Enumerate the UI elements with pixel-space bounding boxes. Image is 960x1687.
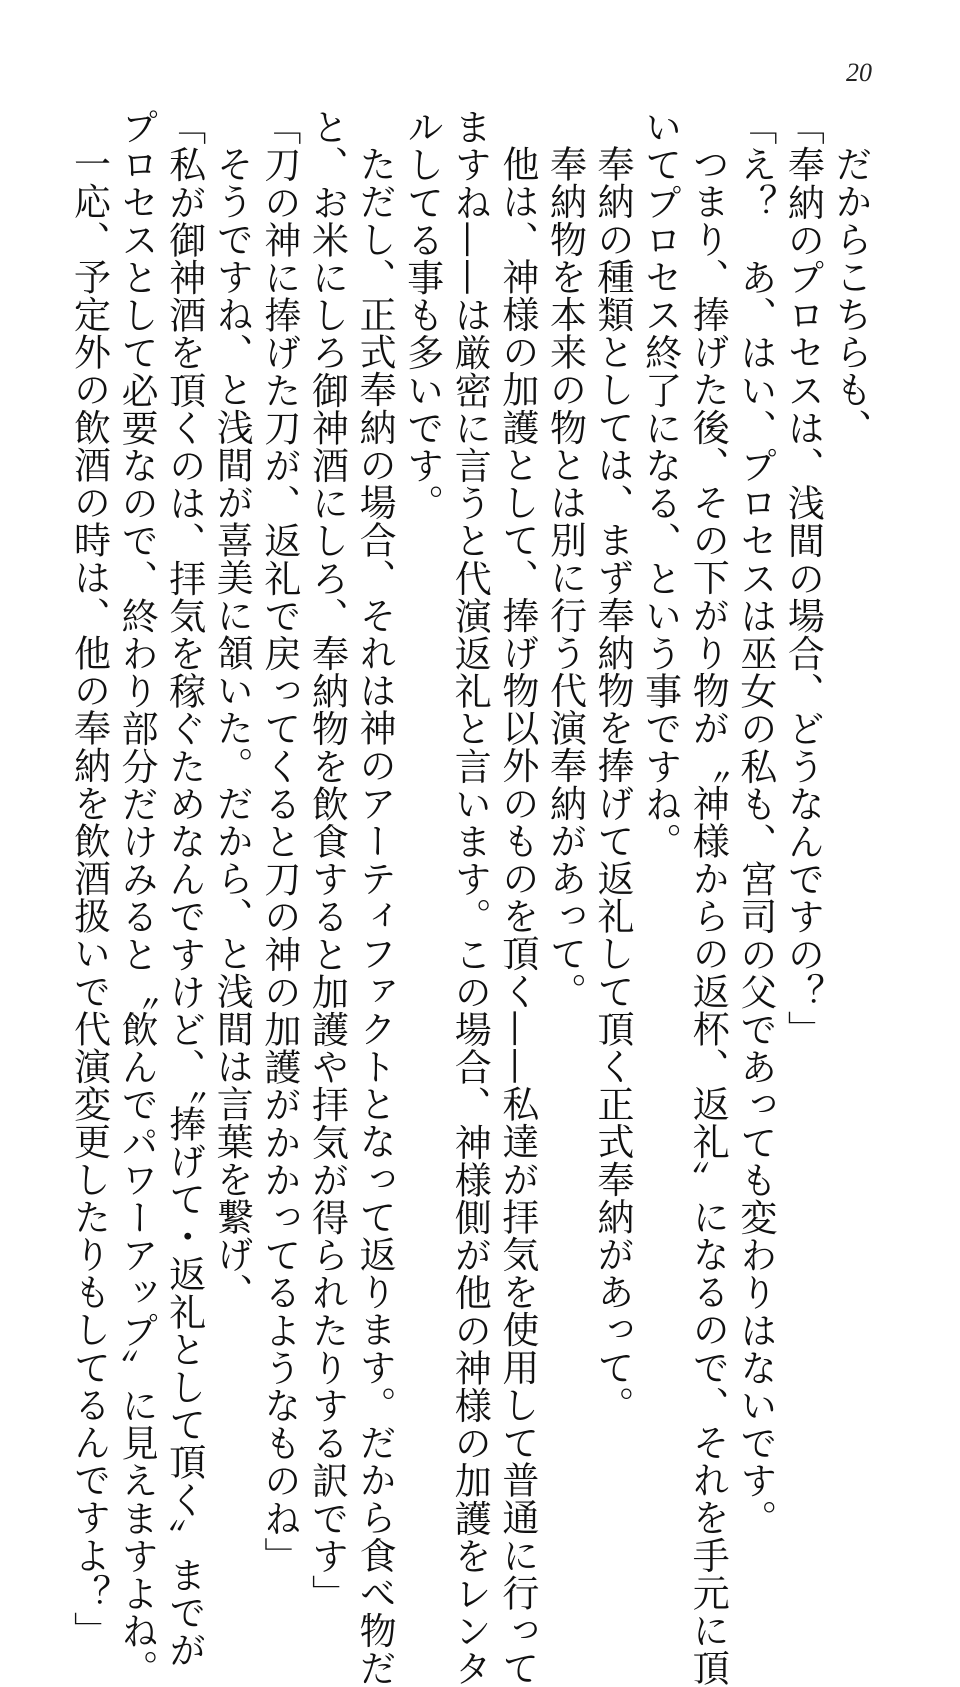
- text-line: 奉納物を本来の物とは別に行う代演奉納があって。: [543, 145, 587, 1010]
- text-line: 奉納の種類としては、まず奉納物を捧げて返礼して頂く正式奉納があって。: [591, 145, 635, 1424]
- text-line: 「奉納のプロセスは、浅間の場合、どうなんですの？」: [781, 108, 825, 1048]
- text-line: ただし、正式奉納の場合、それは神のアーティファクトとなって返ります。だから食べ物だ: [353, 145, 397, 1687]
- vertical-body-text: [67, 108, 874, 1687]
- text-line: ますね——は厳密に言うと代演返礼と言います。この場合、神様側が他の神様の加護をレンタ: [448, 108, 492, 1687]
- text-line: プロセスとして必要なので、終わり部分だけみると〝飲んでパワーアップ〟に見えますよね。: [115, 108, 159, 1687]
- page-number: 20: [846, 58, 872, 87]
- text-line: 「刀の神に捧げた刀が、返礼で戻ってくると刀の神の加護がかかってるようなものね」: [257, 108, 301, 1575]
- text-line: いてプロセス終了になる、という事ですね。: [638, 108, 682, 860]
- text-line: 一応、予定外の飲酒の時は、他の奉納を飲酒扱いで代演変更したりもしてるんですよ？」: [67, 145, 111, 1649]
- text-line: 「私が御神酒を頂くのは、拝気を稼ぐためなんですけど、〝捧げて・返礼として頂く〟までが: [162, 108, 206, 1669]
- text-line: だからこちらも、: [829, 145, 872, 446]
- text-line: ルしてる事も多いです。: [400, 108, 444, 522]
- text-line: そうですね、と浅間が喜美に頷いた。だから、と浅間は言葉を繋げ、: [210, 145, 254, 1311]
- text-line: 他は、神様の加護として、捧げ物以外のものを頂く——私達が拝気を使用して普通に行って: [495, 145, 539, 1687]
- text-line: 「え？ あ、はい、プロセスは巫女の私も、宮司の父であっても変わりはないです。: [733, 108, 777, 1537]
- text-line: つまり、捧げた後、その下がり物が〝神様からの返杯、返礼〟になるので、それを手元に頂: [686, 145, 730, 1687]
- text-line: と、お米にしろ御神酒にしろ、奉納物を飲食すると加護や拝気が得られたりする訳です」: [305, 108, 349, 1612]
